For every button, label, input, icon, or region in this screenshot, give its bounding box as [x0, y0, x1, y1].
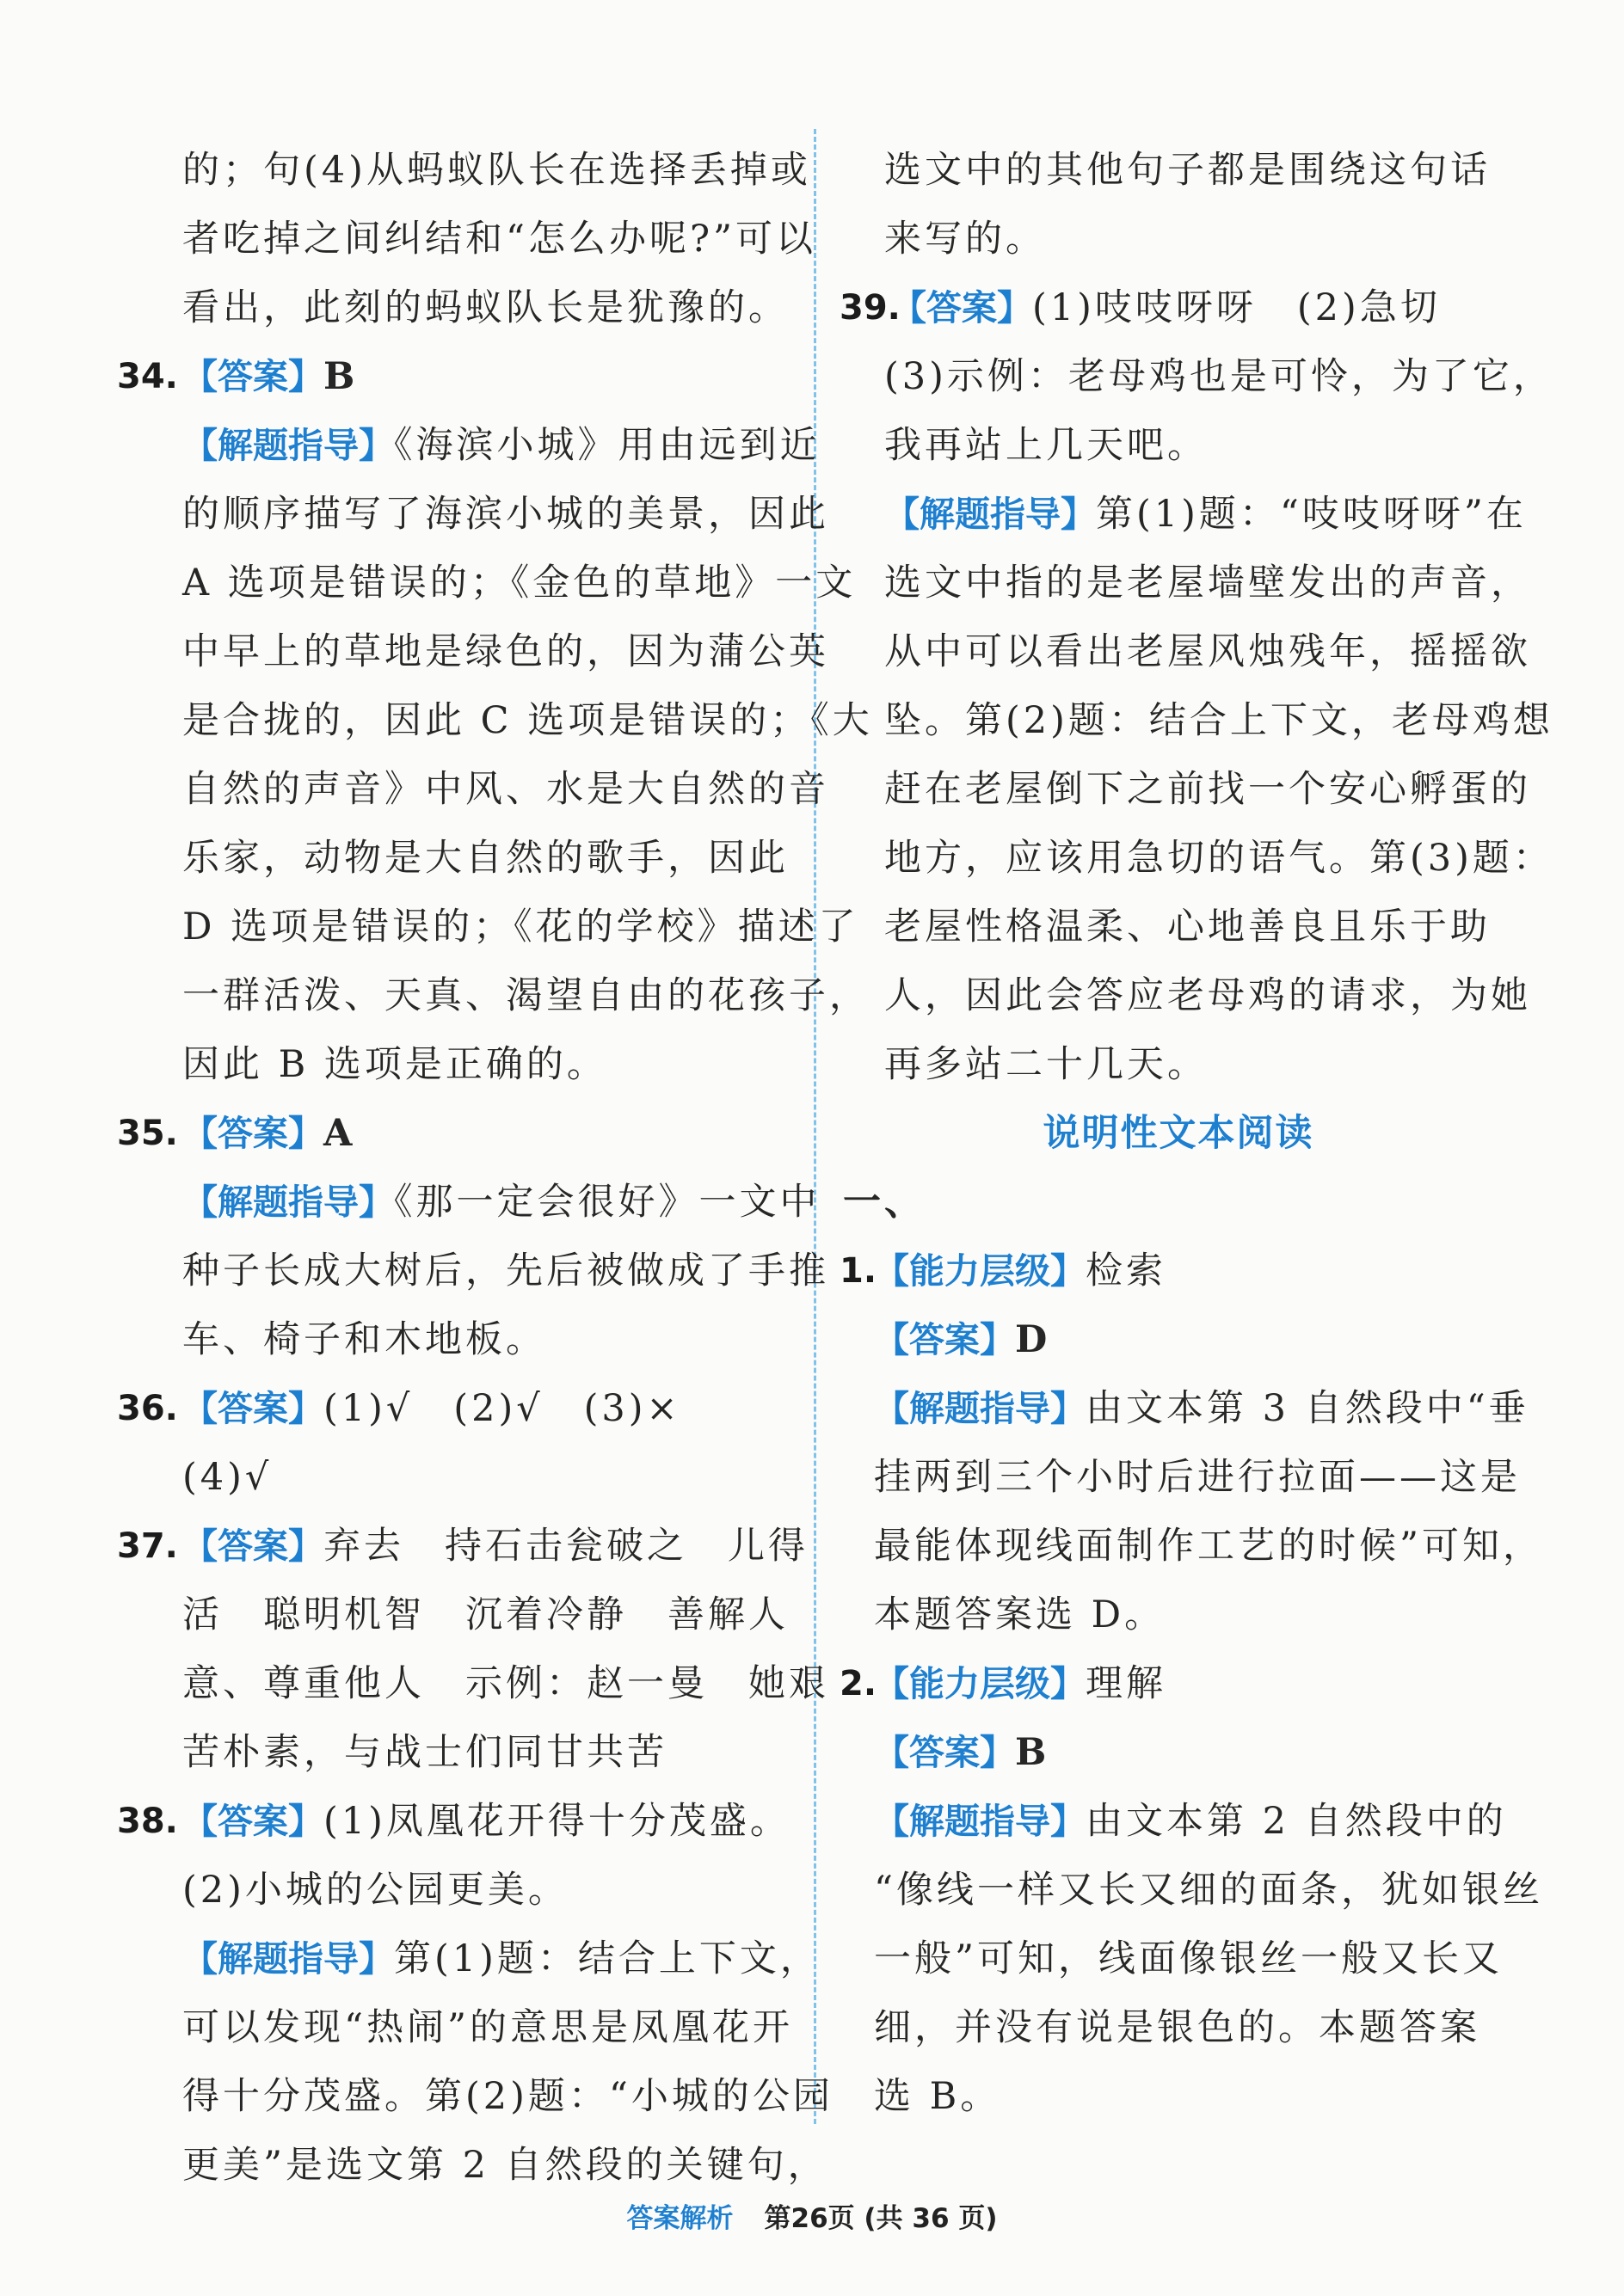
- level-tag: 【能力层级】: [874, 1250, 1086, 1292]
- page-number: 第26页 (共 36 页): [764, 2203, 998, 2234]
- guide-line: 地方，应该用急切的语气。第(3)题：: [884, 837, 1553, 880]
- text-line: 选文中的其他句子都是围绕这句话: [884, 149, 1491, 192]
- guide-text: 第(1)题：“吱吱呀呀”在: [1096, 493, 1527, 536]
- guide-text: 由文本第 3 自然段中“垂: [1086, 1387, 1529, 1430]
- guide-line: D 选项是错误的；《花的学校》描述了: [182, 906, 859, 948]
- guide-line: [843, 480, 1527, 549]
- guide-tag: 【解题指导】: [182, 1938, 394, 1980]
- question-34-answer: [117, 342, 791, 411]
- question-number: 34.: [117, 357, 178, 396]
- question-number: 1.: [840, 1251, 877, 1291]
- answer-line: (3)示例：老母鸡也是可怜，为了它，: [884, 355, 1553, 398]
- guide-line: 中早上的草地是绿色的，因为蒲公英: [182, 630, 829, 673]
- question-number: 37.: [117, 1526, 178, 1566]
- guide-line: 一群活泼、天真、渴望自由的花孩子，: [182, 974, 870, 1017]
- guide-line: 从中可以看出老屋风烛残年，摇摇欲: [884, 630, 1531, 673]
- guide-line: [843, 1374, 1529, 1443]
- guide-tag: 【解题指导】: [182, 425, 394, 466]
- text-line: 来写的。: [884, 218, 1046, 261]
- guide-line: 细，并没有说是银色的。本题答案: [874, 2006, 1480, 2049]
- answer-line: 苦朴素，与战士们同甘共苦: [182, 1731, 667, 1774]
- guide-line: [120, 1168, 821, 1237]
- guide-tag: 【解题指导】: [884, 494, 1096, 535]
- guide-line: 的顺序描写了海滨小城的美景，因此: [182, 493, 829, 536]
- guide-tag: 【解题指导】: [182, 1182, 394, 1223]
- guide-line: 人，因此会答应老母鸡的请求，为她: [884, 974, 1531, 1017]
- guide-text: 由文本第 2 自然段中的: [1086, 1800, 1507, 1843]
- answer-line: (4)√: [182, 1456, 273, 1499]
- guide-line: 更美”是选文第 2 自然段的关键句，: [182, 2144, 828, 2187]
- page-footer: [0, 2196, 1624, 2235]
- guide-text: 《那一定会很好》一文中: [394, 1181, 821, 1224]
- answer-tag: 【答案】: [182, 1113, 323, 1154]
- answer-line: 活 聪明机智 沉着冷静 善解人: [182, 1593, 789, 1636]
- guide-line: 老屋性格温柔、心地善良且乐于助: [884, 906, 1491, 948]
- guide-line: 一般”可知，线面像银丝一般又长又: [874, 1937, 1503, 1980]
- guide-tag: 【解题指导】: [874, 1388, 1086, 1429]
- section-title: 说明性文本阅读: [1043, 1112, 1314, 1155]
- answer-line: 意、尊重他人 示例：赵一曼 她艰: [182, 1662, 829, 1705]
- guide-text: 《海滨小城》用由远到近: [394, 424, 821, 467]
- level-value: 理解: [1086, 1662, 1166, 1705]
- guide-line: [120, 1925, 821, 1993]
- answer-value: B: [323, 355, 355, 398]
- question-38-answer: [117, 1787, 791, 1856]
- answer-tag: 【答案】: [874, 1319, 1015, 1360]
- level-tag: 【能力层级】: [874, 1663, 1086, 1704]
- guide-line: 本题答案选 D。: [874, 1593, 1166, 1636]
- guide-line: 可以发现“热闹”的意思是凤凰花开: [182, 2006, 793, 2049]
- answer-value: B: [1015, 1731, 1047, 1774]
- answer-tag: 【答案】: [182, 1388, 323, 1429]
- guide-line: [843, 1787, 1514, 1856]
- guide-tag: 【解题指导】: [874, 1801, 1086, 1842]
- question-number: 2.: [840, 1664, 877, 1704]
- guide-line: 选文中指的是老屋墙壁发出的声音，: [884, 562, 1531, 605]
- question-39-answer: [840, 273, 1514, 342]
- guide-line: “像线一样又长又细的面条，犹如银丝: [874, 1869, 1543, 1912]
- guide-line: 坠。第(2)题：结合上下文，老母鸡想: [884, 699, 1553, 742]
- guide-line: 因此 B 选项是正确的。: [182, 1043, 607, 1086]
- question-number: 38.: [117, 1802, 178, 1841]
- guide-line: A 选项是错误的；《金色的草地》一文: [182, 562, 857, 605]
- right-column: [840, 136, 1553, 2131]
- guide-line: 种子长成大树后，先后被做成了手推: [182, 1249, 829, 1292]
- text-line: 者吃掉之间纠结和“怎么办呢?”可以: [182, 218, 817, 261]
- answer-line: [843, 1305, 1514, 1374]
- answer-value: D: [1015, 1318, 1048, 1361]
- answer-line: (2)小城的公园更美。: [182, 1869, 569, 1912]
- question-1-level: [840, 1237, 1514, 1305]
- question-35-answer: [117, 1099, 791, 1168]
- answer-text: (1)凤凰花开得十分茂盛。: [323, 1800, 790, 1843]
- answer-tag: 【答案】: [182, 1526, 323, 1567]
- guide-line: 车、椅子和木地板。: [182, 1318, 546, 1361]
- question-2-level: [840, 1649, 1514, 1718]
- answer-tag: 【答案】: [874, 1732, 1015, 1773]
- answer-text: (1)√ (2)√ (3)×: [323, 1387, 681, 1430]
- answer-tag: 【答案】: [891, 287, 1032, 328]
- question-37-answer: [117, 1512, 809, 1581]
- question-number: 36.: [117, 1389, 178, 1428]
- guide-line: 得十分茂盛。第(2)题：“小城的公园: [182, 2075, 834, 2118]
- section-numeral: 一、: [843, 1180, 926, 1224]
- text-line: 的；句(4)从蚂蚁队长在选择丢掉或: [182, 149, 811, 192]
- question-number: 35.: [117, 1114, 178, 1153]
- guide-text: 第(1)题：结合上下文，: [394, 1937, 821, 1980]
- guide-line: 是合拢的，因此 C 选项是错误的；《大: [182, 699, 873, 742]
- answer-text: (1)吱吱呀呀 (2)急切: [1032, 286, 1441, 329]
- answer-line: 我再站上几天吧。: [884, 424, 1208, 467]
- guide-line: 再多站二十几天。: [884, 1043, 1208, 1086]
- answer-line: [843, 1718, 1514, 1787]
- guide-line: 自然的声音》中风、水是大自然的音: [182, 768, 829, 811]
- answer-tag: 【答案】: [182, 1801, 323, 1842]
- guide-line: 赶在老屋倒下之前找一个安心孵蛋的: [884, 768, 1531, 811]
- answer-value: A: [323, 1112, 353, 1155]
- answer-tag: 【答案】: [182, 356, 323, 397]
- question-36-answer: [117, 1374, 791, 1443]
- text-line: 看出，此刻的蚂蚁队长是犹豫的。: [182, 286, 789, 329]
- guide-line: 最能体现线面制作工艺的时候”可知，: [874, 1525, 1543, 1568]
- level-value: 检索: [1086, 1249, 1166, 1292]
- guide-line: 乐家，动物是大自然的歌手，因此: [182, 837, 789, 880]
- answer-text: 弃去 持石击瓮破之 儿得: [323, 1525, 809, 1568]
- footer-label: 答案解析: [626, 2203, 734, 2234]
- guide-line: 挂两到三个小时后进行拉面——这是: [874, 1456, 1521, 1499]
- guide-line: [120, 411, 821, 480]
- guide-line: 选 B。: [874, 2075, 1001, 2118]
- question-number: 39.: [840, 288, 901, 328]
